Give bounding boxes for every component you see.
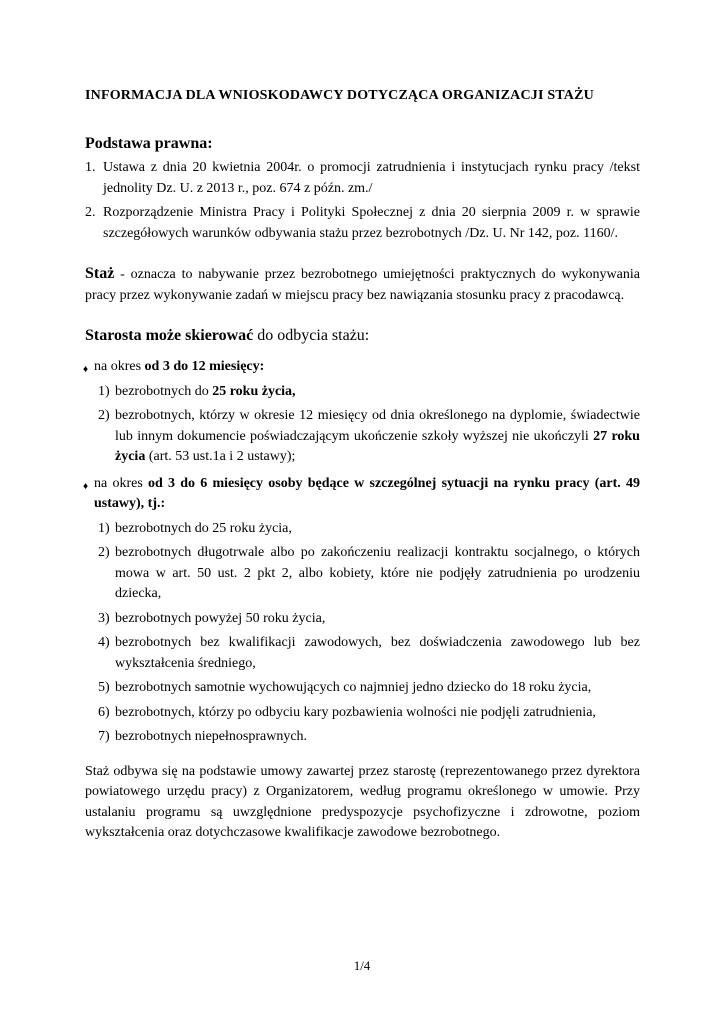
group2-item-6 [98,703,640,724]
bullet-bold-text: od 3 do 12 miesięcy: [144,359,265,374]
list-number: 1) [98,520,110,536]
definition-body: oznacza to nabywanie przez bezrobotnego umiejętności praktycznych do wykonywania pracy przez wykonywanie zadań w miejscu pracy bez nawiązania stosunku pracy z pracodawcą. [85,267,640,303]
definition-paragraph [85,264,640,306]
legal-basis-item-1 [85,158,640,199]
group2-item-7 [98,727,640,748]
definition-dash: - [114,267,131,282]
group2-item-4-text: bezrobotnych bez kwalifikacji zawodowych, bez doświadczenia zawodowego lub bez wykształcenia średniego, [115,635,640,671]
list-number: 4) [98,635,110,650]
document-title: INFORMACJA DLA WNIOSKODAWCY DOTYCZĄCA ORGANIZACJI STAŻU [85,88,594,103]
group1-item-2-lead: bezrobotnych, którzy w okresie 12 miesięcy od dnia określonego na dyplomie, świadectwie lub innym dokumencie poświadczającym ukończenie szkoły wyższej nie ukończyli [115,408,640,444]
group2-item-2 [98,543,640,605]
group2-item-1-text: bezrobotnych do 25 roku życia, [115,520,292,536]
legal-basis-item-1-text: Ustawa z dnia 20 kwietnia 2004r. o promocji zatrudnienia i instytucjach rynku pracy /tekst jednolity Dz. U. z 2013 r., poz. 674 z późn. zm./ [103,160,640,196]
group2-item-5 [98,678,640,699]
legal-basis-heading: Podstawa prawna: [85,135,213,152]
group1-item-1-lead: bezrobotnych do [115,383,213,399]
list-number: 1) [98,383,110,399]
closing-paragraph: Staż odbywa się na podstawie umowy zawartej przez starostę (reprezentowanego przez dyrektora powiatowego urzędu pracy) z Organizatorem, według programu określonego w umowie. Przy ustalaniu programu są uwzględnione predyspozycje psychofizyczne i zdrowotne, poziom wykształcenia oraz dotychczasowe kwalifikacje zawodowe bezrobotnego. [85,763,640,840]
referral-heading-rest: do odbycia stażu: [253,327,370,344]
group2-item-3-text: bezrobotnych powyżej 50 roku życia, [115,610,326,626]
bullet-group-3-12-months [85,357,640,378]
diamond-bullet-icon: ♦ [83,364,89,375]
list-number: 3) [98,610,110,626]
group2-item-4 [98,633,640,674]
list-number: 2. [85,205,96,220]
list-number: 6) [98,704,110,720]
bullet-bold-text: od 3 do 6 miesięcy osoby będące w szczególnej sytuacji na rynku pracy (art. 49 ustawy), tj.: [94,475,640,511]
diamond-bullet-icon: ♦ [83,480,89,492]
list-number: 7) [98,729,110,744]
referral-heading-bold: Starosta może skierować [85,327,254,344]
group2-item-6-text: bezrobotnych, którzy po odbyciu kary pozbawienia wolności nie podjęli zatrudnienia, [115,704,596,720]
referral-heading [85,325,640,347]
group1-item-1-bold: 25 roku życia, [212,383,296,399]
group1-item-2-tail: (art. 53 ust.1a i 2 ustawy); [145,449,296,464]
list-number: 2) [98,545,110,560]
group2-item-1 [98,519,640,540]
group1-item-1 [98,382,640,403]
page-number: 1/4 [353,958,371,973]
bullet-lead: na okres [94,359,145,374]
group2-item-5-text: bezrobotnych samotnie wychowujących co najmniej jedno dziecko do 18 roku życia, [115,680,592,695]
bullet-group-3-6-months [85,474,640,515]
list-number: 2) [98,408,110,423]
legal-basis-item-2 [85,203,640,244]
bullet-lead: na okres [94,475,148,491]
group2-item-2-text: bezrobotnych długotrwale albo po zakończeniu realizacji kontraktu socjalnego, o których mowa w art. 50 ust. 2 pkt 2, albo kobiety, które nie podjęły zatrudnienia po urodzeniu dziecka, [115,545,640,601]
group1-item-2-bold: 27 roku życia [115,428,640,464]
group2-item-3 [98,609,640,630]
group2-item-7-text: bezrobotnych niepełnosprawnych. [115,729,308,744]
definition-term: Staż [85,265,115,282]
group1-item-2 [98,406,640,468]
legal-basis-item-2-text: Rozporządzenie Ministra Pracy i Polityki Społecznej z dnia 20 sierpnia 2009 r. w sprawie szczegółowych warunków odbywania stażu przez bezrobotnych /Dz. U. Nr 142, poz. 1160/. [103,205,640,241]
list-number: 1. [85,160,96,175]
list-number: 5) [98,680,110,695]
